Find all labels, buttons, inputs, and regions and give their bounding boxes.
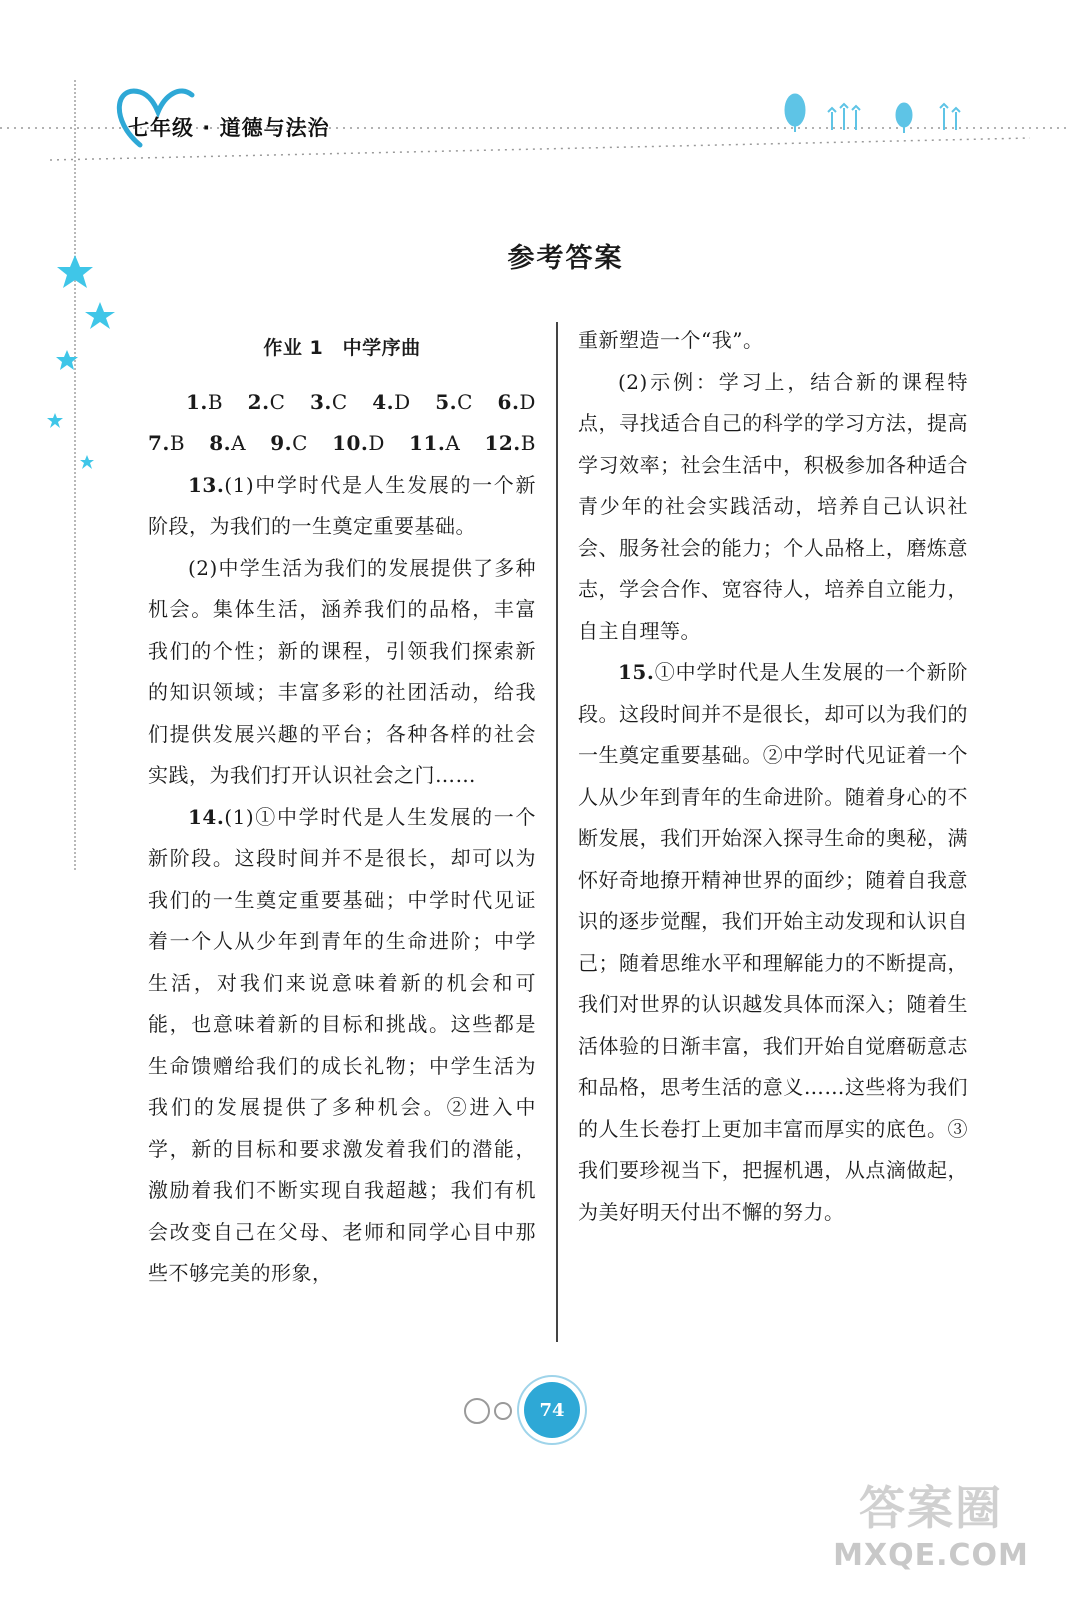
answer-13-part-1: 13.(1)中学时代是人生发展的一个新阶段，为我们的一生奠定重要基础。 bbox=[148, 472, 536, 538]
column-divider bbox=[556, 322, 558, 1342]
mc-number: 1. bbox=[186, 389, 208, 414]
star-icon bbox=[56, 350, 78, 370]
header-title: 七年级 · 道德与法治 bbox=[128, 116, 330, 140]
mc-number: 9. bbox=[270, 431, 293, 455]
mc-number: 11. bbox=[409, 431, 446, 455]
page-number-badge bbox=[460, 1380, 600, 1450]
mc-choice: A bbox=[445, 431, 461, 455]
answer-14-part-1: 14.(1)①中学时代是人生发展的一个新阶段。这段时间并不是很长，却可以为我们的一生奠定重要基础；中学时代见证着一个人从少年到青年的生命进阶；中学生活，对我们来说意味着新的机会和可能，也意味着新的目标和挑战。这些都是生命馈赠给我们的成长礼物；中学生活为我们的发展提供了多种机会。②进入中学，新的目标和要求激发着我们的潜能，激励着我们不断实现自我超越；我们有机会改变自己在父母、老师和同学心目中那些不够完美的形象， bbox=[148, 804, 536, 1285]
watermark bbox=[831, 1472, 1031, 1582]
right-column bbox=[578, 320, 968, 1233]
mc-number: 7. bbox=[148, 431, 170, 455]
mc-answer bbox=[498, 382, 536, 424]
answer-14-part-2: (2)示例：学习上，结合新的课程特点，寻找适合自己的科学的学习方法，提高学习效率；社会生活中，积极参加各种适合青少年的社会实践活动，培养自己认识社会、服务社会的能力；个人品格上，磨炼意志，学会合作、宽容待人，培养自立能力，自主自理等。 bbox=[578, 369, 968, 643]
mc-answer bbox=[484, 423, 536, 465]
mc-answer bbox=[310, 382, 348, 424]
mc-answer bbox=[248, 382, 286, 424]
mc-answer bbox=[409, 423, 460, 465]
question-number: 15. bbox=[618, 660, 655, 684]
mc-answer bbox=[270, 423, 308, 465]
answer-15: 15.①中学时代是人生发展的一个新阶段。这段时间并不是很长，却可以为我们的一生奠定重要基础。②中学时代见证着一个人从少年到青年的生命进阶。随着身心的不断发展，我们开始深入探寻生命的奥秘，满怀好奇地撩开精神世界的面纱；随着自我意识的逐步觉醒，我们开始主动发现和认识自己；随着思维水平和理解能力的不断提高，我们对世界的认识越发具体而深入；随着生活体验的日渐丰富，我们开始自觉磨砺意志和品格，思考生活的意义……这些将为我们的人生长卷打上更加丰富而厚实的底色。③我们要珍视当下，把握机遇，从点滴做起，为美好明天付出不懈的努力。 bbox=[578, 660, 968, 1224]
mc-answer bbox=[332, 423, 385, 465]
mc-choice: D bbox=[394, 389, 411, 414]
mc-choice: C bbox=[331, 389, 348, 414]
page-number: 74 bbox=[524, 1382, 580, 1438]
mc-choice: B bbox=[169, 431, 186, 455]
watermark-url: MXQE.COM bbox=[833, 1538, 1029, 1573]
mc-answer bbox=[209, 423, 246, 465]
mc-answer bbox=[372, 382, 410, 424]
mc-answers-row-1 bbox=[148, 382, 536, 424]
mc-choice: B bbox=[207, 389, 224, 414]
watermark-logo-text: 答案圈 bbox=[859, 1481, 1003, 1535]
mc-choice: D bbox=[368, 431, 385, 455]
mc-choice: C bbox=[269, 389, 286, 414]
mc-answer bbox=[435, 382, 473, 424]
mc-number: 3. bbox=[309, 389, 332, 414]
mc-choice: D bbox=[519, 389, 536, 414]
mc-number: 8. bbox=[209, 431, 232, 455]
section-title: 作业 1 中学序曲 bbox=[263, 337, 421, 359]
question-number: 14. bbox=[188, 804, 225, 829]
question-number: 13. bbox=[188, 472, 225, 497]
mc-number: 5. bbox=[435, 389, 458, 414]
answer-14-continued: 重新塑造一个“我”。 bbox=[578, 328, 764, 352]
circle-decoration bbox=[494, 1402, 512, 1420]
star-icon bbox=[47, 413, 63, 428]
mc-number: 2. bbox=[247, 389, 270, 414]
mc-choice: C bbox=[457, 389, 473, 414]
mc-choice: A bbox=[231, 431, 247, 455]
star-decoration bbox=[40, 250, 130, 480]
mc-number: 4. bbox=[372, 389, 395, 414]
mc-answer bbox=[148, 423, 185, 465]
circle-decoration bbox=[464, 1398, 490, 1424]
header-decoration bbox=[0, 0, 1071, 200]
page-heading: 参考答案 bbox=[507, 243, 624, 274]
star-icon bbox=[80, 455, 94, 469]
mc-choice: B bbox=[520, 431, 536, 455]
mc-number: 10. bbox=[332, 431, 369, 455]
mc-answer bbox=[186, 382, 223, 424]
star-icon bbox=[85, 302, 115, 329]
mc-answers-row-2 bbox=[148, 423, 536, 465]
mc-choice: C bbox=[292, 431, 308, 455]
mc-number: 12. bbox=[484, 431, 521, 455]
mc-number: 6. bbox=[497, 389, 520, 414]
left-column bbox=[148, 320, 536, 1295]
answer-13-part-2: (2)中学生活为我们的发展提供了多种机会。集体生活，涵养我们的品格，丰富我们的个性；新的课程，引领我们探索新的知识领域；丰富多彩的社团活动，给我们提供发展兴趣的平台；各种各样的社会实践，为我们打开认识社会之门…… bbox=[148, 555, 536, 787]
